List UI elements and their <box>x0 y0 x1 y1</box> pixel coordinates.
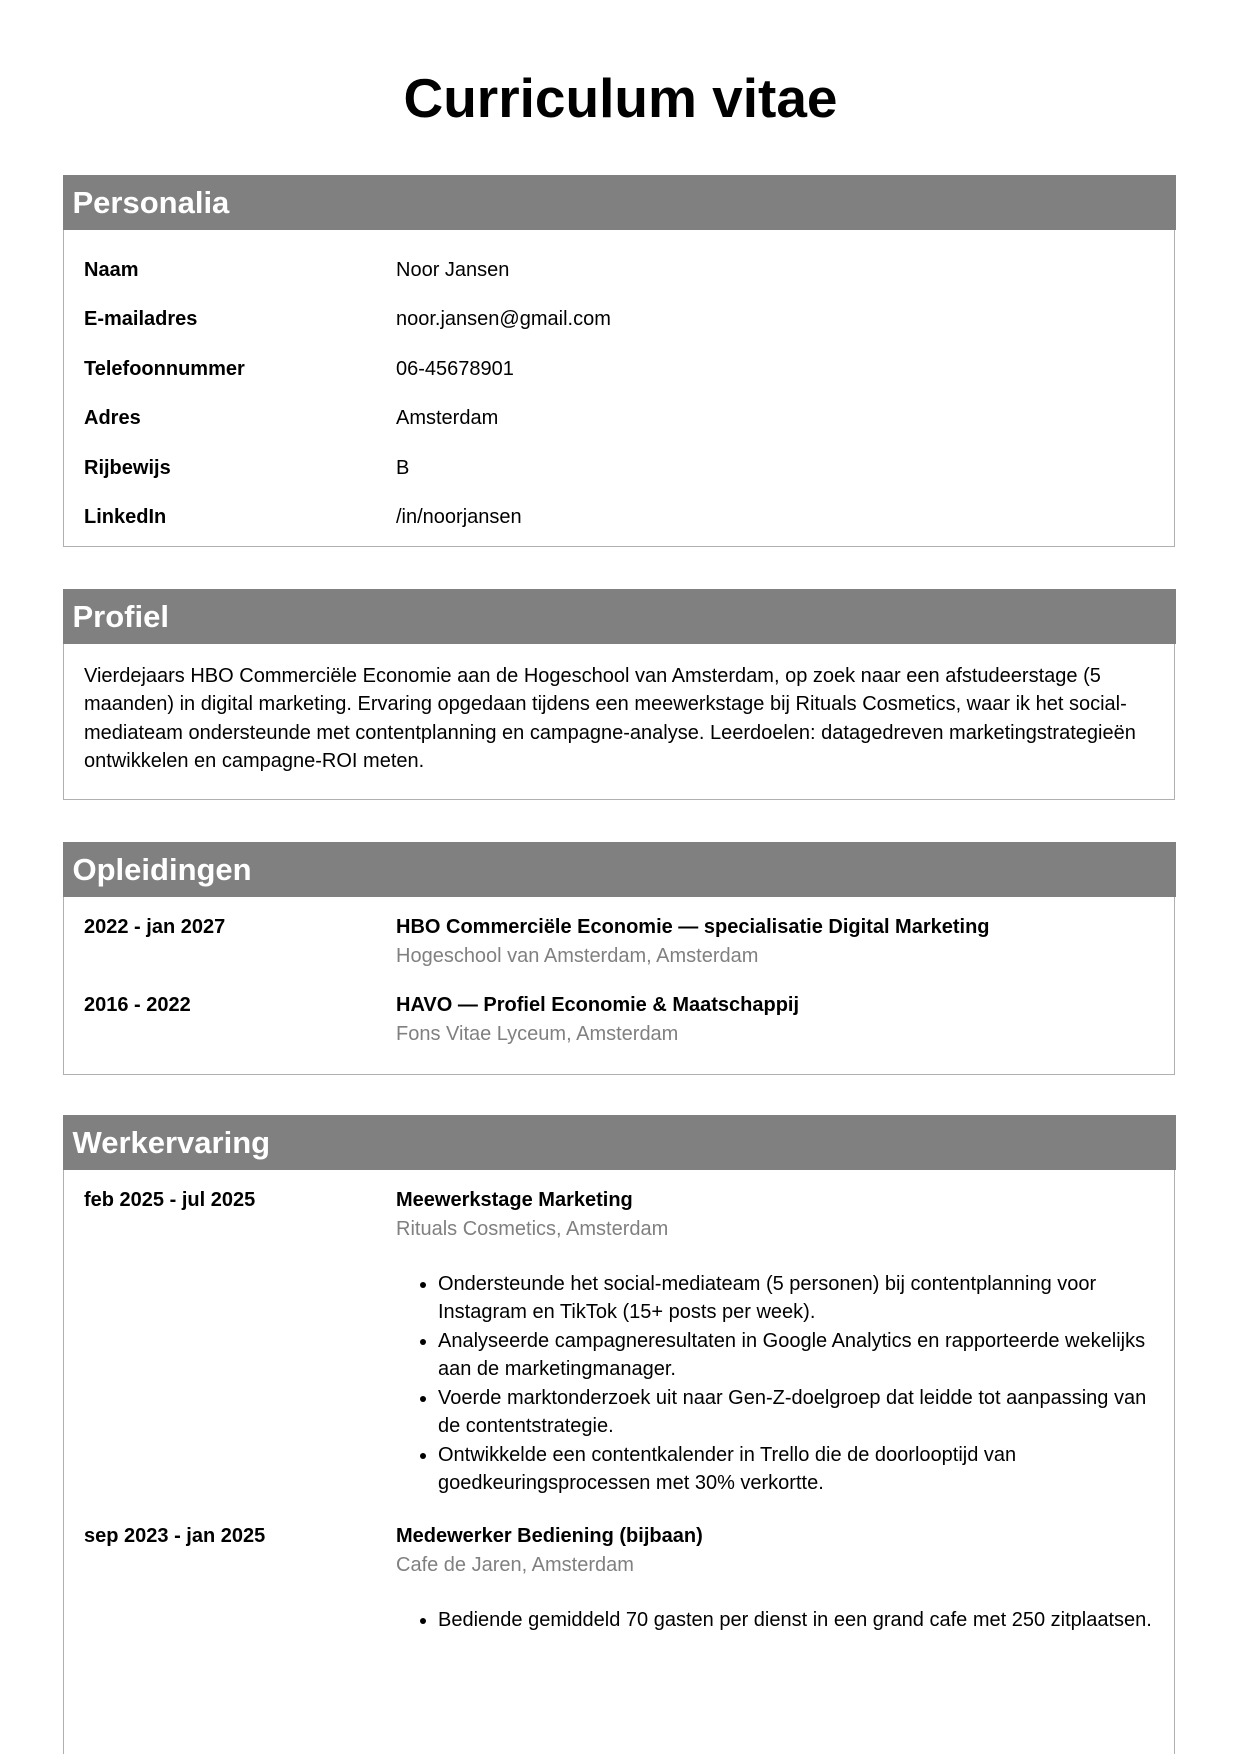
section-heading: Opleidingen <box>63 842 1176 897</box>
field-label: LinkedIn <box>84 506 167 528</box>
personalia-row-naam <box>64 246 1174 296</box>
entry-date: sep 2023 - jan 2025 <box>84 1524 266 1547</box>
education-entry <box>64 991 1174 1051</box>
field-label: Telefoonnummer <box>84 357 245 380</box>
document-title: Curriculum vitae <box>403 67 838 129</box>
field-value: 06-45678901 <box>396 357 514 380</box>
field-label: Adres <box>84 407 141 429</box>
entry-organization: Rituals Cosmetics, Amsterdam <box>396 1217 669 1240</box>
field-value: /in/noorjansen <box>396 506 522 528</box>
entry-bullet-list <box>396 1606 1154 1635</box>
field-value: Amsterdam <box>396 407 499 429</box>
personalia-section <box>63 175 1175 547</box>
personalia-row-telefoon <box>64 345 1174 395</box>
entry-organization: Fons Vitae Lyceum, Amsterdam <box>396 1022 679 1045</box>
field-value: noor.jansen@gmail.com <box>396 308 611 330</box>
field-label: E-mailadres <box>84 308 198 330</box>
section-heading: Profiel <box>63 589 1176 644</box>
list-item: • Ondersteunde het social-mediateam (5 personen) bij contentplanning voor Instagram en TikTok (15+ posts per week). <box>438 1270 1154 1327</box>
list-item: • Ontwikkelde een contentkalender in Trello die de doorlooptijd van goedkeuringsprocessen met 30% verkortte. <box>438 1441 1154 1498</box>
entry-title: Meewerkstage Marketing <box>396 1188 633 1211</box>
entry-organization: Cafe de Jaren, Amsterdam <box>396 1553 634 1576</box>
list-item: • Analyseerde campagneresultaten in Google Analytics en rapporteerde wekelijks aan de marketingmanager. <box>438 1327 1154 1384</box>
profiel-section <box>63 589 1175 800</box>
personalia-row-adres <box>64 394 1174 444</box>
entry-date: 2022 - jan 2027 <box>84 915 226 938</box>
entry-title: Medewerker Bediening (bijbaan) <box>396 1524 703 1547</box>
werkervaring-section <box>63 1115 1175 1754</box>
entry-bullet-list <box>396 1270 1154 1498</box>
work-entry <box>64 1186 1174 1522</box>
work-entry <box>64 1522 1174 1635</box>
list-item: • Voerde marktonderzoek uit naar Gen-Z-doelgroep dat leidde tot aanpassing van de contentstrategie. <box>438 1384 1154 1441</box>
entry-title: HAVO — Profiel Economie & Maatschappij <box>396 993 800 1016</box>
field-value: Noor Jansen <box>396 258 510 281</box>
entry-title: HBO Commerciële Economie — specialisatie Digital Marketing <box>396 915 990 938</box>
profiel-text: Vierdejaars HBO Commerciële Economie aan de Hogeschool van Amsterdam, op zoek naar een afstudeerstage (5 maanden) in digital marketing. Ervaring opgedaan tijdens een meewerkstage bij Rituals Cosmetics, waar ik het social-mediateam ondersteunde met contentplanning en campagne-analyse. Leerdoelen: datagedreven marketingstrategieën ontwikkelen en campagne-ROI meten. <box>84 664 1136 772</box>
section-heading: Personalia <box>63 175 1176 230</box>
opleidingen-section <box>63 842 1175 1075</box>
entry-date: 2016 - 2022 <box>84 993 191 1016</box>
personalia-row-email <box>64 295 1174 345</box>
personalia-row-rijbewijs <box>64 444 1174 494</box>
list-item: • Bediende gemiddeld 70 gasten per dienst in een grand cafe met 250 zitplaatsen. <box>438 1606 1154 1635</box>
field-value: B <box>396 456 410 479</box>
education-entry <box>64 913 1174 991</box>
field-label: Naam <box>84 258 139 281</box>
field-label: Rijbewijs <box>84 456 171 479</box>
entry-date: feb 2025 - jul 2025 <box>84 1188 256 1211</box>
entry-organization: Hogeschool van Amsterdam, Amsterdam <box>396 944 759 967</box>
personalia-row-linkedin <box>64 493 1174 543</box>
section-heading: Werkervaring <box>63 1115 1176 1170</box>
